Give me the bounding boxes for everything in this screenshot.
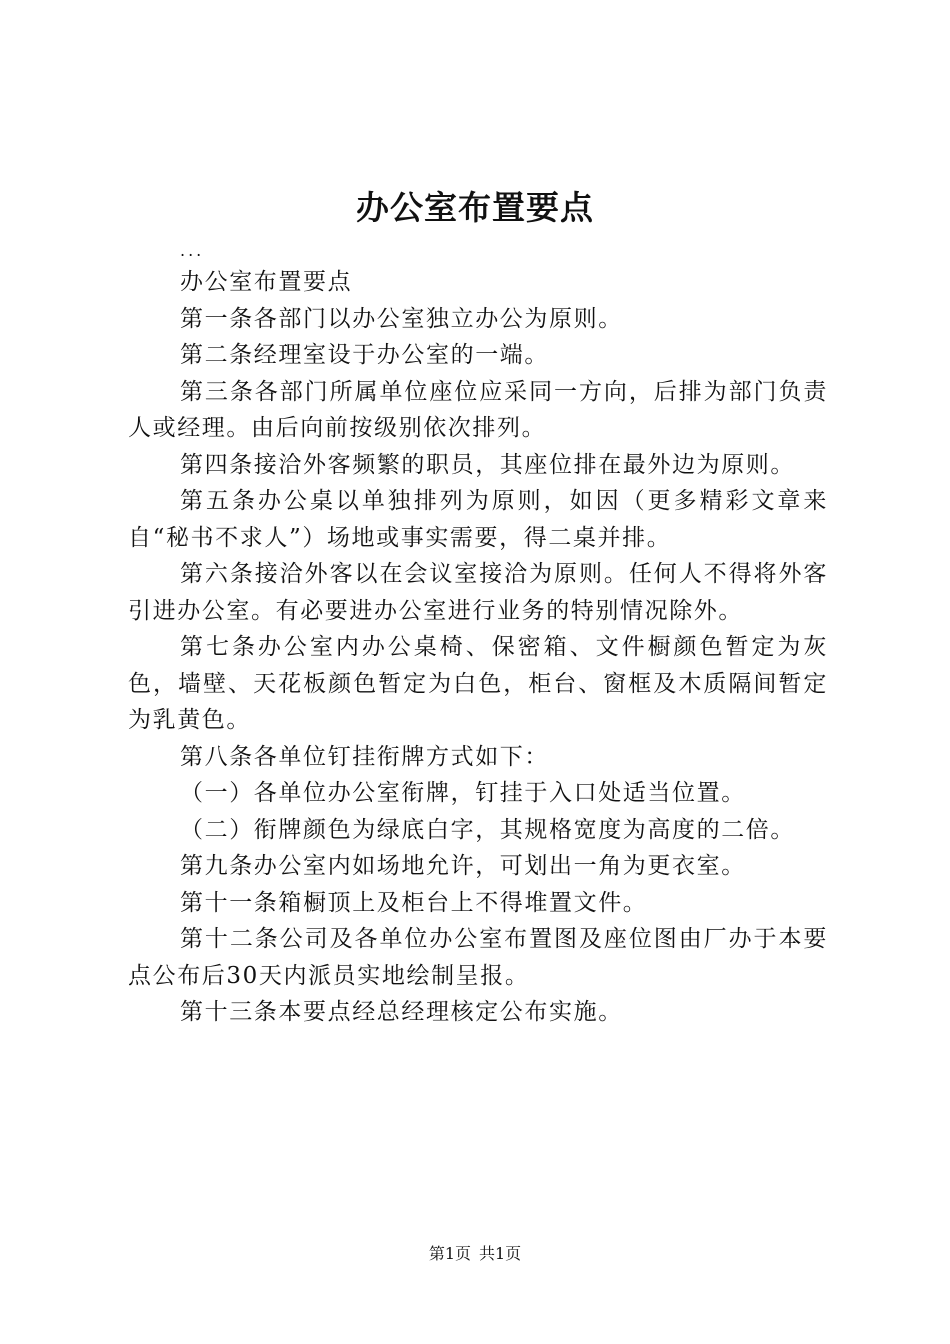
paragraph-article-8-item-1: （一）各单位办公室衔牌，钉挂于入口处适当位置。	[180, 780, 746, 806]
paragraph-article-7: 第七条办公室内办公桌椅、保密箱、文件橱颜色暂定为灰色，墙壁、天花板颜色暂定为白色，柜台、窗框及木质隔间暂定为乳黄色。	[128, 634, 828, 733]
paragraph-article-12: 第十二条公司及各单位办公室布置图及座位图由厂办于本要点公布后30天内派员实地绘制呈报。	[128, 926, 828, 989]
paragraph-heading: 办公室布置要点	[180, 269, 353, 295]
paragraph-article-9: 第九条办公室内如场地允许，可划出一角为更衣室。	[180, 853, 746, 879]
paragraph-article-4: 第四条接洽外客频繁的职员，其座位排在最外边为原则。	[180, 451, 795, 478]
document-body	[128, 238, 828, 1031]
ellipsis-marker: ...	[180, 241, 205, 260]
paragraph-article-8-item-2: （二）衔牌颜色为绿底白字，其规格宽度为高度的二倍。	[180, 816, 795, 843]
document-title: 办公室布置要点	[356, 188, 594, 227]
paragraph-article-11: 第十一条箱橱顶上及柜台上不得堆置文件。	[180, 889, 648, 916]
paragraph-article-13: 第十三条本要点经总经理核定公布实施。	[180, 999, 623, 1025]
paragraph-article-8: 第八条各单位钉挂衔牌方式如下：	[180, 743, 549, 770]
paragraph-article-2: 第二条经理室设于办公室的一端。	[180, 342, 549, 368]
paragraph-article-5: 第五条办公桌以单独排列为原则，如因（更多精彩文章来自“秘书不求人”）场地或事实需要，得二桌并排。	[128, 488, 828, 551]
page-footer	[0, 1242, 950, 1266]
paragraph-article-6: 第六条接洽外客以在会议室接洽为原则。任何人不得将外客引进办公室。有必要进办公室进行业务的特别情况除外。	[128, 561, 828, 624]
page-total: 共1页	[479, 1244, 522, 1263]
paragraph-article-3: 第三条各部门所属单位座位应采同一方向，后排为部门负责人或经理。由后向前按级别依次排列。	[128, 378, 828, 441]
page-number: 第1页	[428, 1244, 471, 1263]
paragraph-article-1: 第一条各部门以办公室独立办公为原则。	[180, 305, 623, 332]
